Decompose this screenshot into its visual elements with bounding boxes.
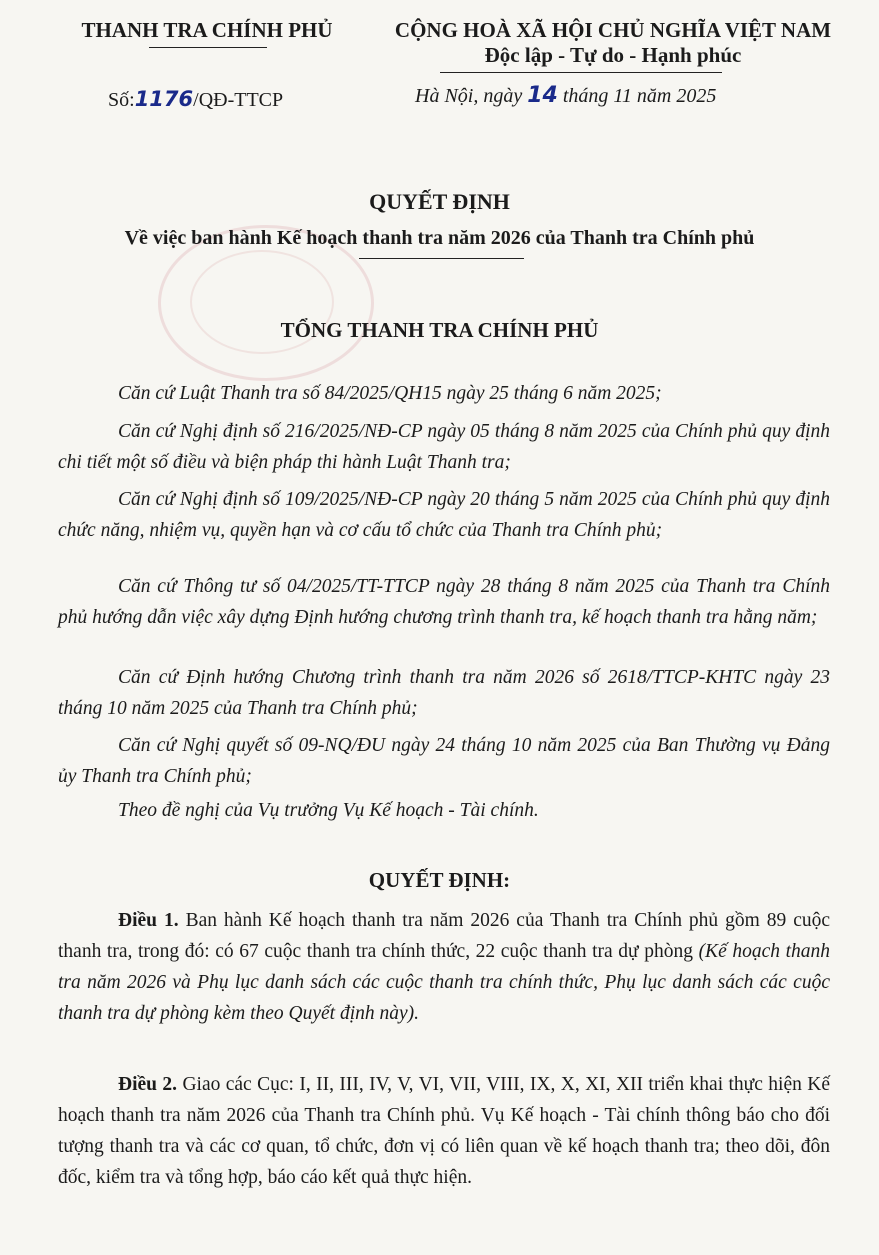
basis-1: Căn cứ Luật Thanh tra số 84/2025/QH15 ngày 25 tháng 6 năm 2025; bbox=[118, 383, 662, 404]
article-1-annex-note: (Kế hoạch thanh tra năm 2026 và Phụ lục danh sách các cuộc thanh tra chính thức, Phụ lục danh sách các cuộc thanh tra dự phòng kèm theo Quyết định này). bbox=[58, 941, 830, 1024]
basis-3: Căn cứ Nghị định số 109/2025/NĐ-CP ngày 20 tháng 5 năm 2025 của Chính phủ quy định chức năng, nhiệm vụ, quyền hạn và cơ cấu tổ chức của Thanh tra Chính phủ; bbox=[58, 489, 830, 541]
article-1-text: Ban hành Kế hoạch thanh tra năm 2026 của Thanh tra Chính phủ gồm 89 cuộc thanh tra, trong đó: có 67 cuộc thanh tra chính thức, 22 cuộc thanh tra dự phòng bbox=[58, 910, 831, 962]
date-suffix: tháng 11 năm 2025 bbox=[562, 85, 717, 107]
subtitle-underline bbox=[359, 258, 524, 259]
article-2 bbox=[58, 1069, 830, 1193]
document-subtitle: Về việc ban hành Kế hoạch thanh tra năm 2026 của Thanh tra Chính phủ bbox=[124, 227, 755, 249]
agency-underline bbox=[149, 47, 267, 48]
number-suffix: /QĐ-TTCP bbox=[193, 89, 284, 111]
basis-6: Căn cứ Nghị quyết số 09-NQ/ĐU ngày 24 tháng 10 năm 2025 của Ban Thường vụ Đảng ủy Thanh tra Chính phủ; bbox=[58, 735, 830, 787]
document-number bbox=[108, 87, 283, 112]
article-1-label: Điều 1. bbox=[118, 910, 179, 931]
document-title: QUYẾT ĐỊNH bbox=[369, 189, 510, 214]
motto-underline bbox=[440, 72, 722, 73]
country-name: CỘNG HOÀ XÃ HỘI CHỦ NGHĨA VIỆT NAM bbox=[394, 18, 832, 42]
number-prefix: Số: bbox=[108, 89, 135, 111]
basis-4: Căn cứ Thông tư số 04/2025/TT-TTCP ngày 28 tháng 8 năm 2025 của Thanh tra Chính phủ hướng dẫn việc xây dựng Định hướng chương trình thanh tra, kế hoạch thanh tra hằng năm; bbox=[58, 576, 830, 628]
agency-name: THANH TRA CHÍNH PHỦ bbox=[81, 18, 333, 42]
national-motto: Độc lập - Tự do - Hạnh phúc bbox=[484, 43, 742, 67]
basis-2: Căn cứ Nghị định số 216/2025/NĐ-CP ngày 05 tháng 8 năm 2025 của Chính phủ quy định chi tiết một số điều và biện pháp thi hành Luật Thanh tra; bbox=[58, 421, 830, 473]
handwritten-day: 14 bbox=[527, 83, 558, 108]
basis-7: Theo đề nghị của Vụ trưởng Vụ Kế hoạch - Tài chính. bbox=[118, 800, 539, 821]
article-2-text: Giao các Cục: I, II, III, IV, V, VI, VII, VIII, IX, X, XI, XII triển khai thực hiện Kế hoạch thanh tra năm 2026 của Thanh tra Chính phủ. Vụ Kế hoạch - Tài chính thông báo cho đối tượng thanh tra và các cơ quan, tổ chức, đơn vị có liên quan về kế hoạch thanh tra; theo dõi, đôn đốc, kiểm tra và tổng hợp, báo cáo kết quả thực hiện. bbox=[58, 1074, 831, 1188]
article-1 bbox=[58, 905, 830, 1029]
handwritten-number: 1176 bbox=[134, 87, 194, 111]
date-prefix: Hà Nội, ngày bbox=[415, 85, 523, 107]
decision-heading: QUYẾT ĐỊNH: bbox=[368, 868, 511, 892]
basis-5: Căn cứ Định hướng Chương trình thanh tra năm 2026 số 2618/TTCP-KHTC ngày 23 tháng 10 năm 2025 của Thanh tra Chính phủ; bbox=[58, 667, 830, 719]
document-date bbox=[415, 83, 716, 108]
issuing-authority: TỔNG THANH TRA CHÍNH PHỦ bbox=[280, 318, 599, 342]
article-2-label: Điều 2. bbox=[118, 1074, 178, 1095]
